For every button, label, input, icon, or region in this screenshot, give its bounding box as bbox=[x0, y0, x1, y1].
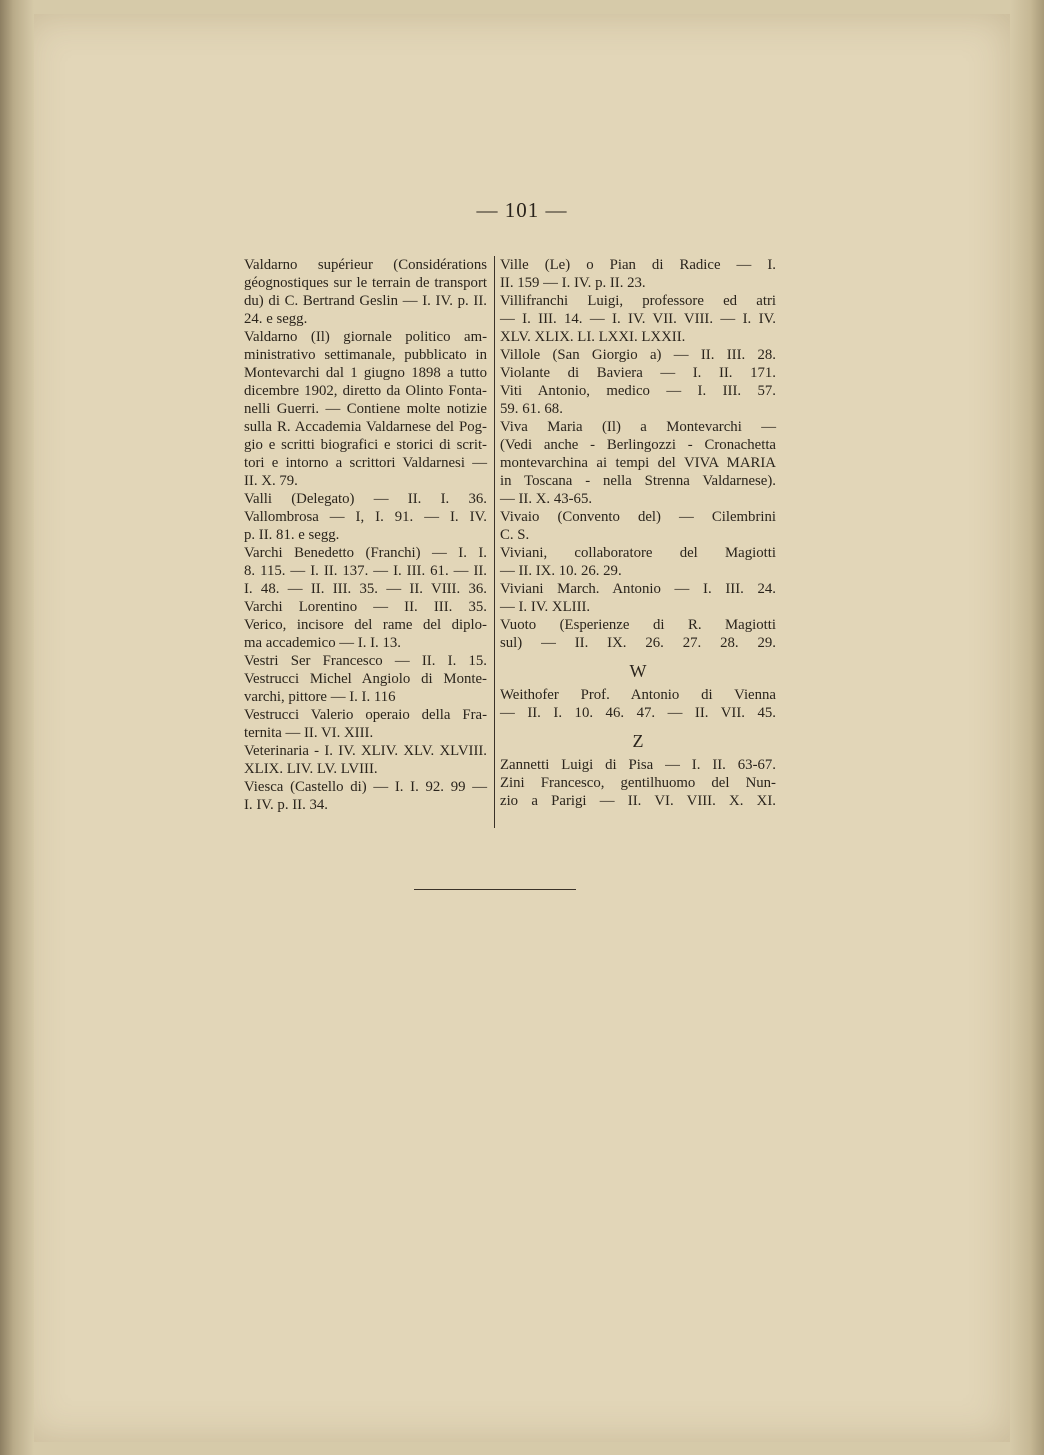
index-line: varchi, pittore — I. I. 116 bbox=[244, 689, 396, 705]
index-line-w: — II. I. 10. 46. 47. — II. VII. 45. bbox=[500, 705, 776, 721]
index-line: dicembre 1902, diretto da Olinto Fonta- bbox=[244, 383, 487, 399]
index-line: gio e scritti biografici e storici di scrit- bbox=[244, 437, 487, 453]
index-line-z: Zannetti Luigi di Pisa — I. II. 63-67. bbox=[500, 757, 776, 773]
index-line-w: Weithofer Prof. Antonio di Vienna bbox=[500, 687, 776, 703]
index-line-z: Zini Francesco, gentilhuomo del Nun- bbox=[500, 775, 776, 791]
index-line: XLV. XLIX. LI. LXXI. LXXII. bbox=[500, 329, 686, 345]
index-line: Valli (Delegato) — II. I. 36. bbox=[244, 491, 487, 507]
index-line: — II. IX. 10. 26. 29. bbox=[500, 563, 622, 579]
index-line: ma accademico — I. I. 13. bbox=[244, 635, 401, 651]
index-line: Vestri Ser Francesco — II. I. 15. bbox=[244, 653, 487, 669]
right-column bbox=[500, 256, 776, 810]
index-line: Varchi Lorentino — II. III. 35. bbox=[244, 599, 487, 615]
page-number: — 101 — bbox=[476, 198, 568, 222]
index-line: Varchi Benedetto (Franchi) — I. I. bbox=[244, 545, 487, 561]
left-column bbox=[244, 256, 487, 814]
index-line: montevarchina ai tempi del VIVA MARIA bbox=[500, 455, 776, 471]
index-line: XLIX. LIV. LV. LVIII. bbox=[244, 761, 378, 777]
section-letter-z: Z bbox=[632, 731, 644, 751]
index-line: 59. 61. 68. bbox=[500, 401, 563, 417]
index-line: II. X. 79. bbox=[244, 473, 298, 489]
index-line: Veterinaria - I. IV. XLIV. XLV. XLVIII. bbox=[244, 743, 487, 759]
index-line: ministrativo settimanale, pubblicato in bbox=[244, 347, 487, 363]
index-line: Vallombrosa — I, I. 91. — I. IV. bbox=[244, 509, 487, 525]
index-line: Viesca (Castello di) — I. I. 92. 99 — bbox=[244, 779, 487, 795]
index-line: Valdarno (Il) giornale politico am- bbox=[244, 329, 487, 345]
index-line: Vivaio (Convento del) — Cilembrini bbox=[500, 509, 776, 525]
index-line: Viti Antonio, medico — I. III. 57. bbox=[500, 383, 776, 399]
index-line: — II. X. 43-65. bbox=[500, 491, 593, 507]
index-line: I. 48. — II. III. 35. — II. VIII. 36. bbox=[244, 581, 487, 597]
index-line: Viva Maria (Il) a Montevarchi — bbox=[500, 419, 776, 435]
index-line-z: zio a Parigi — II. VI. VIII. X. XI. bbox=[500, 793, 776, 809]
index-line: Vestrucci Valerio operaio della Fra- bbox=[244, 707, 487, 723]
index-line: II. 159 — I. IV. p. II. 23. bbox=[500, 275, 646, 291]
index-line: géognostiques sur le terrain de transport bbox=[244, 275, 487, 291]
index-line: sulla R. Accademia Valdarnese del Pog- bbox=[244, 419, 487, 435]
index-line: C. S. bbox=[500, 527, 530, 543]
end-rule bbox=[414, 889, 576, 890]
index-line: in Toscana - nella Strenna Valdarnese). bbox=[500, 473, 776, 489]
index-line: sul) — II. IX. 26. 27. 28. 29. bbox=[500, 635, 776, 651]
index-line: Ville (Le) o Pian di Radice — I. bbox=[500, 257, 776, 273]
index-line: ternita — II. VI. XIII. bbox=[244, 725, 374, 741]
index-line: 24. e segg. bbox=[244, 311, 308, 327]
index-line: p. II. 81. e segg. bbox=[244, 527, 340, 543]
index-line: Violante di Baviera — I. II. 171. bbox=[500, 365, 776, 381]
index-line: Vestrucci Michel Angiolo di Monte- bbox=[244, 671, 487, 687]
index-line: Valdarno supérieur (Considérations bbox=[244, 257, 487, 273]
index-line: Montevarchi dal 1 giugno 1898 a tutto bbox=[244, 365, 487, 381]
index-line: tori e intorno a scrittori Valdarnesi — bbox=[244, 455, 487, 471]
index-line: (Vedi anche - Berlingozzi - Cronachetta bbox=[500, 437, 776, 453]
index-line: 8. 115. — I. II. 137. — I. III. 61. — II. bbox=[244, 563, 487, 579]
index-line: Viviani March. Antonio — I. III. 24. bbox=[500, 581, 776, 597]
index-line: Verico, incisore del rame del diplo- bbox=[244, 617, 487, 633]
index-line: Villole (San Giorgio a) — II. III. 28. bbox=[500, 347, 776, 363]
section-letter-w: W bbox=[629, 661, 647, 681]
index-line: Viviani, collaboratore del Magiotti bbox=[500, 545, 776, 561]
index-line: — I. IV. XLIII. bbox=[500, 599, 591, 615]
column-divider bbox=[494, 256, 495, 828]
index-line: nelli Guerri. — Contiene molte notizie bbox=[244, 401, 487, 417]
index-line: Villifranchi Luigi, professore ed atri bbox=[500, 293, 776, 309]
index-line: — I. III. 14. — I. IV. VII. VIII. — I. IV. bbox=[500, 311, 776, 327]
index-line: I. IV. p. II. 34. bbox=[244, 797, 328, 813]
index-line: du) di C. Bertrand Geslin — I. IV. p. II. bbox=[244, 293, 487, 309]
index-line: Vuoto (Esperienze di R. Magiotti bbox=[500, 617, 776, 633]
